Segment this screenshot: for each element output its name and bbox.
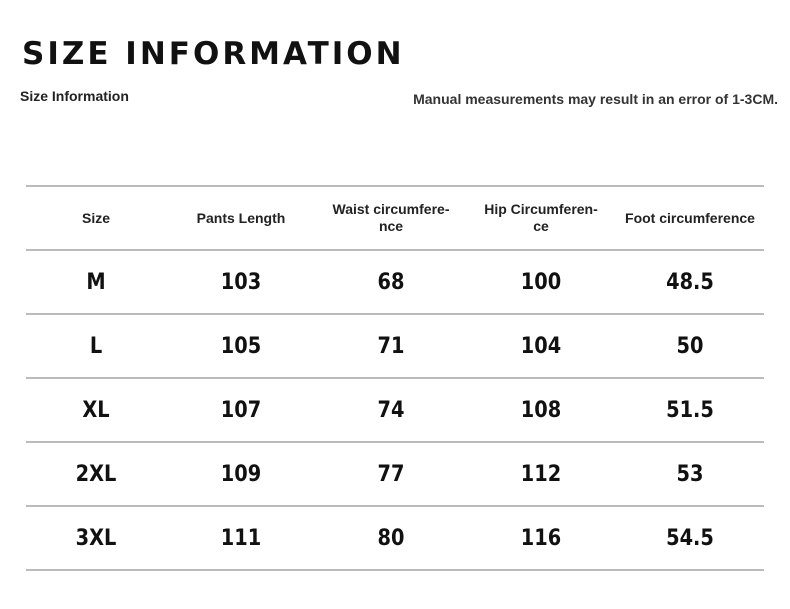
table-row [26,314,764,378]
cell-waist: 74 [325,378,457,442]
table-row [26,378,764,442]
cell-size: XL [34,378,157,442]
cell-size: 3XL [34,506,157,570]
header-size [26,186,166,250]
table-row [26,250,764,314]
cell-pants-length: 111 [175,506,307,570]
header-line: Pants Length [196,209,286,226]
header-line: Size [81,209,110,226]
cell-waist: 77 [325,442,457,506]
cell-size: M [34,250,157,314]
table-row [26,442,764,506]
cell-pants-length: 107 [175,378,307,442]
cell-hip: 104 [475,314,607,378]
header-line: nce [378,218,404,234]
header-line: ce [533,218,549,234]
header-line: Foot circumference [625,209,755,226]
cell-hip: 116 [475,506,607,570]
cell-waist: 71 [325,314,457,378]
cell-pants-length: 109 [175,442,307,506]
cell-waist: 68 [325,250,457,314]
table-row [26,506,764,570]
header-line: Hip Circumferen- [484,201,598,217]
cell-hip: 112 [475,442,607,506]
table-header-row [26,186,764,250]
cell-foot: 54.5 [625,506,755,570]
header-foot-circumference [616,186,764,250]
size-table [26,185,764,571]
header-waist-circumference [316,186,466,250]
cell-hip: 100 [475,250,607,314]
page-title: SIZE INFORMATION [22,36,405,72]
header-hip-circumference [466,186,616,250]
cell-waist: 80 [325,506,457,570]
cell-foot: 51.5 [625,378,755,442]
header-pants-length [166,186,316,250]
cell-hip: 108 [475,378,607,442]
section-subtitle: Size Information [20,88,129,104]
measurement-note: Manual measurements may result in an error of 1-3CM. [413,91,778,107]
cell-size: 2XL [34,442,157,506]
cell-foot: 50 [625,314,755,378]
cell-size: L [34,314,157,378]
header-line: Waist circumfere- [332,201,450,217]
cell-foot: 53 [625,442,755,506]
cell-foot: 48.5 [625,250,755,314]
cell-pants-length: 105 [175,314,307,378]
cell-pants-length: 103 [175,250,307,314]
